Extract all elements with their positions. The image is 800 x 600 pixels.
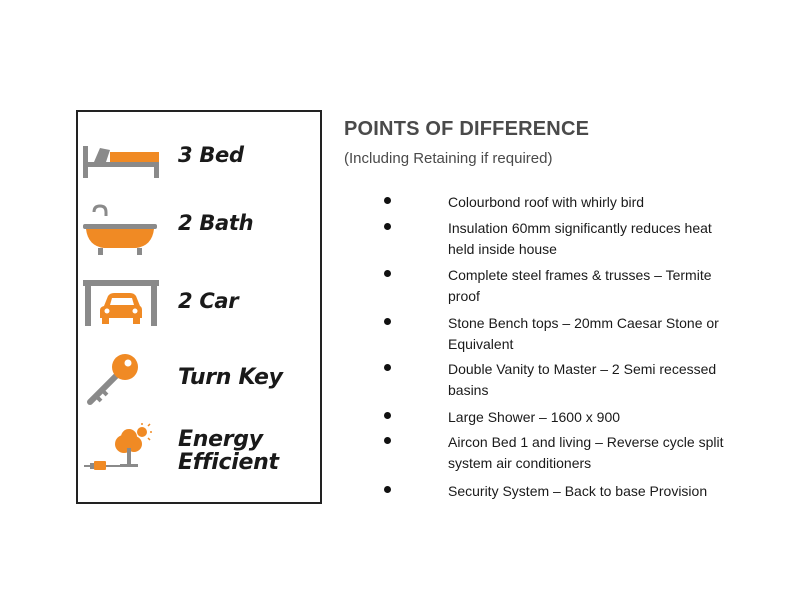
points-title: POINTS OF DIFFERENCE <box>344 118 590 140</box>
bullet-icon <box>384 270 391 277</box>
list-item-text: Security System – Back to base Provision <box>448 483 708 499</box>
feature-label-car: 2 Car <box>178 289 239 313</box>
list-item-text: Large Shower – 1600 x 900 <box>448 409 621 425</box>
feature-label-energy: Energy <box>178 427 263 452</box>
bullet-icon <box>384 486 391 493</box>
list-item-text: Stone Bench tops – 20mm Caesar Stone or Equivalent <box>448 315 719 352</box>
bullet-icon <box>384 364 391 371</box>
list-item-text: Colourbond roof with whirly bird <box>448 194 645 210</box>
bullet-icon <box>384 223 391 230</box>
bullet-icon <box>384 412 391 419</box>
car-garage-icon <box>80 276 160 332</box>
list-item-text: Double Vanity to Master – 2 Semi recessed basins <box>448 361 717 398</box>
feature-label-bed: 3 Bed <box>178 143 244 167</box>
points-subtitle: (Including Retaining if required) <box>344 150 553 167</box>
bed-icon <box>80 132 160 188</box>
feature-label-turn-key: Turn Key <box>178 365 283 390</box>
feature-label-efficient: Efficient <box>178 450 279 476</box>
energy-tree-plug-icon <box>80 422 160 478</box>
features-panel <box>76 110 322 504</box>
list-item-text: Insulation 60mm significantly reduces heat held inside house <box>448 220 712 257</box>
bullet-icon <box>384 437 391 444</box>
bullet-icon <box>384 318 391 325</box>
feature-label-bath: 2 Bath <box>178 211 254 235</box>
bullet-icon <box>384 197 391 204</box>
bathtub-icon <box>80 204 160 260</box>
key-icon <box>80 352 160 408</box>
list-item-text: Aircon Bed 1 and living – Reverse cycle split system air conditioners <box>448 434 724 471</box>
feature-label-energy-efficient <box>178 428 279 474</box>
list-item-text: Complete steel frames & trusses – Termite proof <box>448 267 712 304</box>
